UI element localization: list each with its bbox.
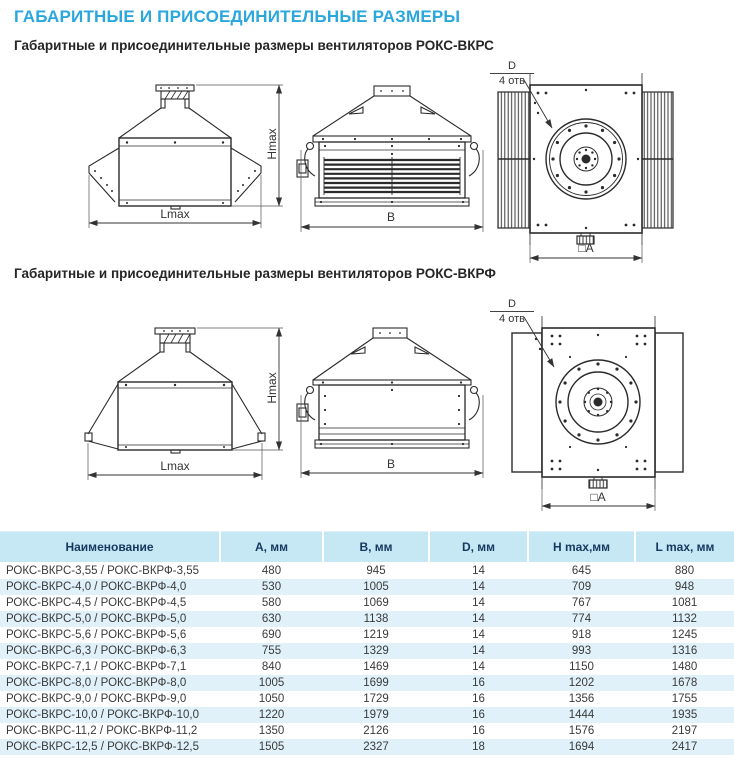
table-header-row	[0, 532, 734, 563]
dim-label-lmax: Lmax	[160, 207, 190, 221]
table-cell: 1356	[568, 693, 595, 705]
table-cell: 1350	[258, 725, 285, 737]
table-cell: 1005	[363, 581, 389, 593]
vkrs-side-view-art	[15, 60, 295, 260]
table-row	[0, 627, 734, 643]
column-header-3: D, мм	[429, 532, 528, 563]
table-row	[0, 563, 734, 580]
dim-label-lmax: Lmax	[160, 459, 190, 473]
table-cell: 14	[472, 565, 485, 577]
vkrf-side-view-art	[15, 300, 295, 520]
table-cell: РОКС-ВКРС-11,2 / РОКС-ВКРФ-11,2	[6, 725, 198, 737]
table-cell: 1444	[568, 709, 595, 721]
dim-label-square-a: □A	[578, 241, 594, 255]
table-cell: 630	[261, 613, 282, 625]
hole-callout	[490, 60, 534, 87]
table-cell: 645	[571, 565, 592, 577]
table-cell: 14	[472, 597, 485, 609]
table-cell: 1935	[671, 709, 698, 721]
vkrf-top-view-drawing	[490, 295, 734, 525]
table-cell: 1245	[671, 629, 698, 641]
table-cell: 1755	[671, 693, 698, 705]
vkrf-front-view-art	[295, 300, 490, 520]
column-header-1: А, мм	[220, 532, 323, 563]
table-cell: 1150	[569, 661, 594, 673]
table-cell: 14	[472, 629, 485, 641]
table-cell: 1469	[363, 661, 389, 673]
column-header-4: Н max,мм	[528, 532, 635, 563]
table-cell: 1678	[671, 677, 698, 689]
table-cell: 1576	[568, 725, 595, 737]
table-cell: 480	[261, 565, 282, 577]
vkrs-top-view-art	[490, 60, 734, 270]
table-row	[0, 675, 734, 691]
table-row	[0, 691, 734, 707]
table-cell: 1220	[258, 709, 285, 721]
dim-label-b: B	[386, 457, 395, 471]
hole-diameter-label: D	[490, 298, 534, 312]
table-cell: 2126	[363, 725, 389, 737]
table-row	[0, 579, 734, 595]
table-row	[0, 643, 734, 659]
table-cell: 755	[261, 645, 282, 657]
table-cell: 1729	[363, 693, 389, 705]
vkrf-side-view-drawing	[15, 300, 295, 520]
table-cell: 1219	[363, 629, 389, 641]
column-header-0: Наименование	[0, 532, 220, 563]
table-cell: 1694	[568, 741, 595, 753]
dim-label-b: B	[386, 210, 395, 224]
table-cell: 2197	[671, 725, 698, 737]
table-cell: 1979	[363, 709, 389, 721]
table-cell: 945	[366, 565, 386, 577]
table-cell: 1069	[363, 597, 389, 609]
dimensions-table	[0, 531, 734, 755]
table-row	[0, 739, 734, 755]
table-row	[0, 611, 734, 627]
hole-count-label: 4 отв	[499, 313, 525, 325]
table-cell: 948	[674, 581, 695, 593]
table-row	[0, 659, 734, 675]
table-cell: 1316	[671, 645, 698, 657]
table-cell: 14	[472, 645, 485, 657]
table-body	[0, 563, 734, 756]
vkrs-top-view-drawing	[490, 60, 734, 270]
vkrf-front-view-drawing	[295, 300, 490, 520]
table-cell: РОКС-ВКРС-5,6 / РОКС-ВКРФ-5,6	[6, 629, 187, 641]
table-cell: 14	[472, 581, 485, 593]
table-cell: РОКС-ВКРС-7,1 / РОКС-ВКРФ-7,1	[6, 661, 187, 673]
table-cell: 16	[472, 709, 485, 721]
table-cell: РОКС-ВКРС-4,0 / РОКС-ВКРФ-4,0	[6, 581, 187, 593]
table-cell: 774	[571, 613, 592, 625]
vkrs-side-view-drawing	[15, 60, 295, 260]
table-cell: 580	[261, 597, 282, 609]
vkrs-front-view-art	[295, 60, 490, 260]
table-cell: 1132	[672, 613, 697, 625]
table-cell: 1202	[568, 677, 595, 689]
column-header-5: L max, мм	[635, 532, 734, 563]
table-cell: РОКС-ВКРС-3,55 / РОКС-ВКРФ-3,55	[6, 565, 200, 577]
table-cell: 1005	[258, 677, 285, 689]
table-row	[0, 595, 734, 611]
table-row	[0, 707, 734, 723]
table-cell: 709	[571, 581, 592, 593]
hole-count-label: 4 отв	[499, 75, 525, 87]
table-cell: 1081	[671, 597, 698, 609]
column-header-2: В, мм	[323, 532, 429, 563]
table-cell: РОКС-ВКРС-10,0 / РОКС-ВКРФ-10,0	[6, 709, 200, 721]
table-cell: 18	[472, 741, 485, 753]
table-cell: 1138	[363, 613, 389, 625]
hole-callout	[490, 298, 534, 325]
table-cell: 14	[472, 661, 485, 673]
dim-label-hmax: Hmax	[265, 128, 279, 160]
dim-label-square-a: □A	[590, 490, 606, 504]
table-cell: 1329	[363, 645, 389, 657]
table-row	[0, 723, 734, 739]
table-cell: 16	[472, 677, 485, 689]
table-cell: РОКС-ВКРС-4,5 / РОКС-ВКРФ-4,5	[6, 597, 187, 609]
table-cell: РОКС-ВКРС-8,0 / РОКС-ВКРФ-8,0	[6, 677, 187, 689]
table-cell: 14	[472, 613, 485, 625]
table-cell: 918	[571, 629, 592, 641]
table-cell: РОКС-ВКРС-5,0 / РОКС-ВКРФ-5,0	[6, 613, 187, 625]
table-cell: 16	[472, 693, 485, 705]
dim-label-hmax: Hmax	[265, 372, 279, 404]
table-cell: РОКС-ВКРС-9,0 / РОКС-ВКРФ-9,0	[6, 693, 187, 705]
table-cell: РОКС-ВКРС-6,3 / РОКС-ВКРФ-6,3	[6, 645, 187, 657]
table-cell: 2327	[363, 741, 389, 753]
section-heading-vkrs: Габаритные и присоединительные размеры вентиляторов РОКС-ВКРС	[14, 38, 494, 53]
table-cell: 1050	[258, 693, 285, 705]
table-cell: 2417	[671, 741, 698, 753]
table-cell: 767	[571, 597, 592, 609]
table-cell: 1480	[671, 661, 698, 673]
vkrs-front-view-drawing	[295, 60, 490, 260]
section-heading-vkrf: Габаритные и присоединительные размеры вентиляторов РОКС-ВКРФ	[14, 266, 496, 281]
table-cell: 840	[261, 661, 282, 673]
page-title: ГАБАРИТНЫЕ И ПРИСОЕДИНИТЕЛЬНЫЕ РАЗМЕРЫ	[14, 7, 461, 26]
table-cell: РОКС-ВКРС-12,5 / РОКС-ВКРФ-12,5	[6, 741, 200, 753]
table-cell: 993	[571, 645, 592, 657]
table-cell: 690	[261, 629, 282, 641]
hole-diameter-label: D	[490, 60, 534, 74]
table-cell: 1699	[363, 677, 389, 689]
table-cell: 16	[472, 725, 485, 737]
table-cell: 880	[674, 565, 695, 577]
table-cell: 530	[261, 581, 282, 593]
table-cell: 1505	[258, 741, 285, 753]
